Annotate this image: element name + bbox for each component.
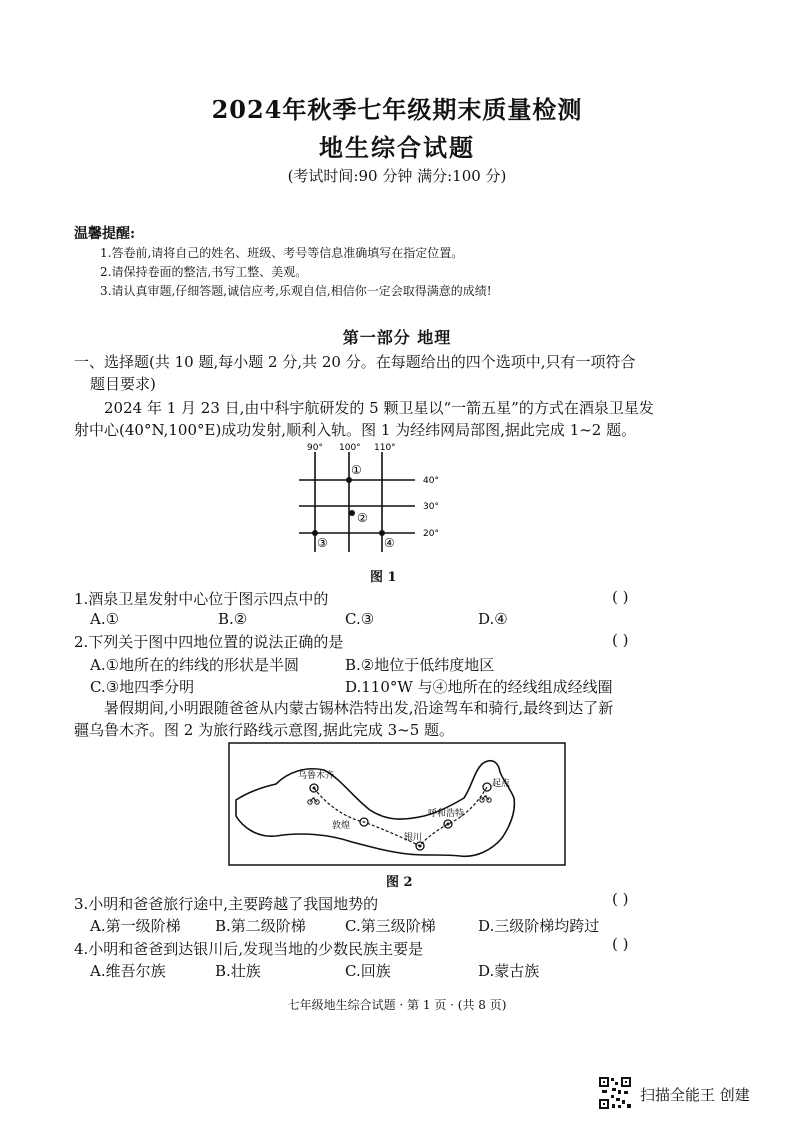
option: A.①地所在的纬线的形状是半圆 [90, 656, 300, 674]
lon-label: 100° [339, 443, 361, 453]
place-label: 敦煌 [332, 821, 351, 831]
option: C.回族 [345, 962, 391, 980]
bicycle-icon [480, 796, 491, 802]
lat-label: 30° [423, 502, 439, 512]
exam-subtitle: 地生综合试题 [319, 133, 475, 162]
reminder-item: 3.请认真审题,仔细答题,诚信应考,乐观自信,相信你一定会取得满意的成绩! [100, 284, 492, 298]
option: C.③ [345, 610, 375, 628]
grid-point [349, 510, 355, 516]
option: B.② [218, 610, 248, 628]
option: B.第二级阶梯 [215, 917, 306, 935]
part-heading-line1: 一、选择题(共 10 题,每小题 2 分,共 20 分。在每题给出的四个选项中,只有一项符合 [74, 353, 636, 371]
section-title: 第一部分 地理 [342, 328, 452, 347]
figure1-grid [285, 440, 455, 565]
option: D.蒙古族 [478, 962, 540, 980]
figure2-caption: 图 2 [386, 875, 413, 890]
lon-label: 110° [374, 443, 396, 453]
exam-title: 2024年秋季七年级期末质量检测 [211, 95, 583, 124]
place-label: 乌鲁木齐 [298, 771, 335, 781]
point-label: ② [357, 511, 368, 525]
option: A.第一级阶梯 [90, 917, 181, 935]
reminder-item: 2.请保持卷面的整洁,书写工整、美观。 [100, 265, 308, 279]
figure2-route-map [228, 742, 566, 866]
option: A.维吾尔族 [90, 962, 166, 980]
passage2-line2: 疆乌鲁木齐。图 2 为旅行路线示意图,据此完成 3~5 题。 [74, 721, 455, 739]
country-outline [236, 761, 514, 857]
question-4-stem: 4.小明和爸爸到达银川后,发现当地的少数民族主要是 [74, 940, 424, 958]
option: B.②地位于低纬度地区 [345, 656, 495, 674]
scanner-watermark: 扫描全能王 创建 [640, 1086, 750, 1104]
question-3-stem: 3.小明和爸爸旅行途中,主要跨越了我国地势的 [74, 895, 379, 913]
place-label: 银川 [404, 833, 423, 843]
option: D.110°W 与④地所在的经线组成经线圈 [345, 678, 613, 696]
page-footer: 七年级地生综合试题 · 第 1 页 · (共 8 页) [287, 998, 507, 1012]
answer-paren: ( ) [612, 588, 629, 606]
answer-paren: ( ) [612, 935, 629, 953]
lon-label: 90° [307, 443, 323, 453]
point-label: ④ [384, 536, 395, 550]
answer-paren: ( ) [612, 890, 629, 908]
passage1-line1: 2024 年 1 月 23 日,由中科宇航研发的 5 颗卫星以“一箭五星”的方式在酒泉卫星发 [104, 399, 654, 417]
grid-point [346, 477, 352, 483]
option: A.① [90, 610, 120, 628]
figure1-caption: 图 1 [370, 570, 397, 585]
passage1-line2: 射中心(40°N,100°E)成功发射,顺利入轨。图 1 为经纬网局部图,据此完成 1~2 题。 [74, 421, 637, 439]
question-2-stem: 2.下列关于图中四地位置的说法正确的是 [74, 633, 344, 651]
bicycle-icon [308, 798, 319, 804]
passage2-line1: 暑假期间,小明跟随爸爸从内蒙古锡林浩特出发,沿途驾车和骑行,最终到达了新 [104, 699, 614, 717]
answer-paren: ( ) [612, 631, 629, 649]
qr-code-icon [598, 1076, 632, 1110]
question-1-stem: 1.酒泉卫星发射中心位于图示四点中的 [74, 590, 329, 608]
option: B.壮族 [215, 962, 261, 980]
exam-info: (考试时间:90 分钟 满分:100 分) [287, 167, 507, 185]
place-label: 呼和浩特 [428, 809, 465, 819]
lat-label: 40° [423, 476, 439, 486]
lat-label: 20° [423, 529, 439, 539]
point-label: ① [351, 463, 362, 477]
option: D.④ [478, 610, 508, 628]
option: D.三级阶梯均跨过 [478, 917, 600, 935]
reminder-title: 温馨提醒: [74, 226, 136, 242]
option: C.第三级阶梯 [345, 917, 436, 935]
option: C.③地四季分明 [90, 678, 195, 696]
part-heading-line2: 题目要求) [90, 375, 156, 393]
point-label: ③ [317, 536, 328, 550]
reminder-item: 1.答卷前,请将自己的姓名、班级、考号等信息准确填写在指定位置。 [100, 246, 464, 260]
place-label: 起点 [492, 779, 511, 789]
